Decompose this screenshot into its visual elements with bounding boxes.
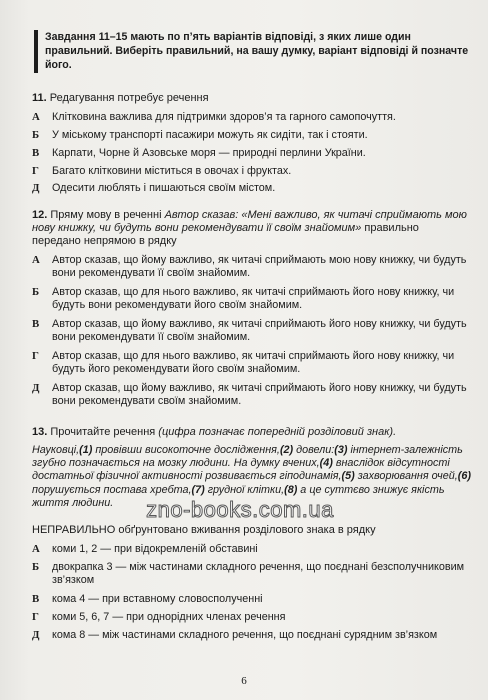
question-11-prompt: [32, 92, 470, 105]
q13-sentence: Науковці,(1) провівши високоточне дослідження,(2) довели:(3) інтернет-залежність згубно позначається на мозку людини. На думку вчених,(4) внаслідок відсутності достатньої фізичної активності розвивається гіподинамія,(5) захворювання очей,(6) порушується постава хребта,(7) грудної клітки,(8) а це суттєво знижує якість життя людини.: [32, 444, 471, 509]
q12-option-a[interactable]: А Автор сказав, що йому важливо, як читачі сприймають мою нову книжку, чи будуть вони рекомендувати її своїм знайомим.: [32, 254, 467, 280]
q11-option-e[interactable]: Д Одесити люблять і пишаються своїм містом.: [32, 182, 276, 194]
q12-option-d[interactable]: Г Автор сказав, що для нього важливо, як читачі сприймають його нову книжку, чи будуть його рекомендувати його своїм знайомим.: [32, 350, 455, 376]
q13-option-d[interactable]: Г коми 5, 6, 7 — при однорідних членах речення: [32, 611, 286, 623]
q11-option-a[interactable]: А Клітковина важлива для підтримки здоров’я та гарного самопочуття.: [32, 111, 396, 123]
q13-option-c[interactable]: В кома 4 — при вставному словосполученні: [32, 593, 263, 605]
task-instruction: Завдання 11–15 мають по п’ять варіантів відповіді, з яких лише один правильний. Виберіть правильний, на вашу думку, варіант відповіді й позначте його.: [34, 30, 477, 73]
q12-option-c[interactable]: В Автор сказав, що йому важливо, як читачі сприймають його нову книжку, чи будуть вони рекомендувати її своїм знайомим.: [32, 318, 467, 344]
q12-option-b[interactable]: Б Автор сказав, що для нього важливо, як читачі сприймають його нову книжку, чи будуть вони рекомендувати його своїм знайомим.: [32, 286, 455, 312]
q11-option-b[interactable]: Б У міському транспорті пасажири можуть як сидіти, так і стояти.: [32, 129, 368, 141]
question-13-prompt: 13. Прочитайте речення (цифра позначає попередній розділовий знак).: [32, 426, 397, 438]
question-number: 12.: [32, 209, 48, 221]
q12-option-e[interactable]: Д Автор сказав, що йому важливо, як читачі сприймають його нову книжку, чи будуть вони рекомендувати своїм знайомим.: [32, 382, 467, 408]
watermark: zno-books.com.ua: [146, 497, 334, 522]
direct-speech-quote: Автор сказав: «Мені важливо, як читачі сприймають мою нову книжку, чи будуть вони рекомендувати її своїм знайомим»: [32, 209, 467, 235]
q13-option-a[interactable]: А коми 1, 2 — при відокремленій обставині: [32, 543, 258, 555]
q13-option-b[interactable]: Б двокрапка 3 — між частинами складного речення, що поєднані безсполучниковим зв’язком: [32, 561, 465, 587]
question-12-prompt: 12. Пряму мову в реченні Автор сказав: «Мені важливо, як читачі сприймають мою нову книжку, чи будуть вони рекомендувати її своїм знайомим» правильно передано непрямою в рядку: [32, 209, 467, 248]
page-number: 6: [241, 675, 247, 687]
question-text: Редагування потребує речення: [49, 92, 209, 104]
q13-option-e[interactable]: Д кома 8 — між частинами складного речення, що поєднані сурядним зв’язком: [32, 629, 438, 641]
question-number: 11.: [32, 92, 47, 104]
q11-option-d[interactable]: Г Багато клітковини міститься в овочах і фруктах.: [32, 165, 292, 177]
q13-question: НЕПРАВИЛЬНО обґрунтовано вживання розділового знака в рядку: [32, 524, 376, 536]
q11-option-c[interactable]: В Карпати, Чорне й Азовське моря — природні перлини України.: [32, 147, 366, 159]
question-number: 13.: [32, 426, 48, 438]
